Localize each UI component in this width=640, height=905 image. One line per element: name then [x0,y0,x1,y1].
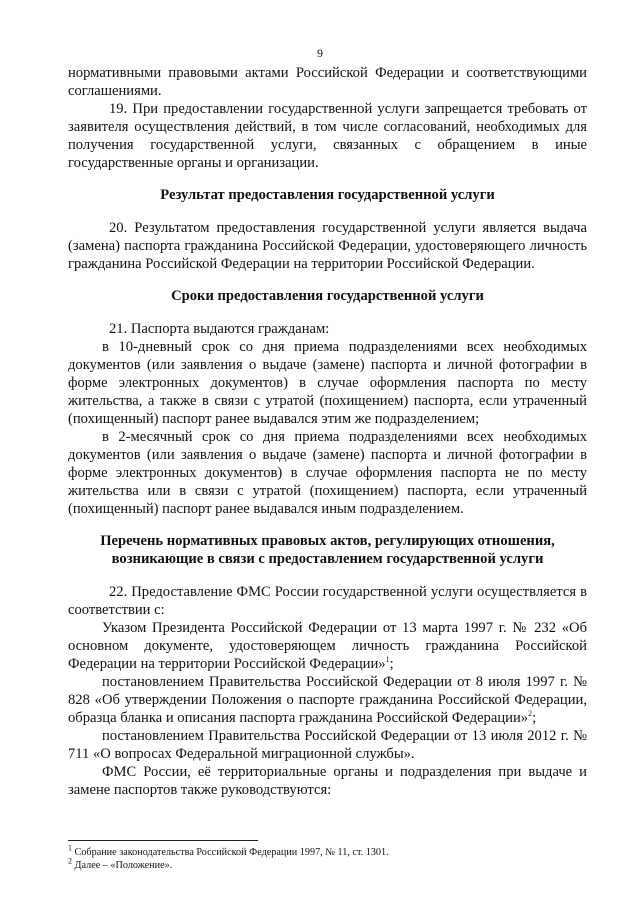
document-body [68,64,587,799]
footnote-2: $^2$ Далее – «Положение». [68,856,173,871]
paragraph-19: 19. При предоставлении государственной услуги запрещается требовать от заявителя осуществления действий, в том числе согласований, необходимых для получения государственной услуги, связанных с обращением в иные государственные органы и организации. [68,101,587,171]
footnote-1: $^1$ Собрание законодательства Российской Федерации 1997, № 11, ст. 1301. [68,843,389,858]
page-number: 9 [317,46,323,60]
paragraph-22-fms-guidance: ФМС России, её территориальные органы и подразделения при выдаче и замене паспортов также руководствуются: [68,764,587,798]
footnote-separator [68,840,258,841]
decree-text: Указом Президента Российской Федерации от 13 марта 1997 г. № 232 «Об основном документе, удостоверяющем личность гражданина Российской Федерации на территории Российской Федерации» [68,620,587,672]
paragraph-21-item-a: в 10-дневный срок со дня приема подразделениями всех необходимых документов (или заявления о выдаче (замене) паспорта и личной фотографии в форме электронных документов) в случае оформления паспорта по месту жительства, а также в связи с утратой (похищением) паспорта, если утраченный (похищенный) паспорт ранее выдавался этим же подразделением; [68,339,587,427]
resolution-828-text: постановлением Правительства Российской Федерации от 8 июля 1997 г. № 828 «Об утверждении Положения о паспорте гражданина Российской Федерации, образца бланка и описания паспорта гражданина Российской Федерации» [68,674,587,726]
paragraph-21-item-b: в 2-месячный срок со дня приема подразделениями всех необходимых документов (или заявления о выдаче (замене) паспорта и личной фотографии в форме электронных документов) в случае оформления паспорта не по месту жительства или в связи с утратой (похищением) паспорта, если утраченный (похищенный) паспорт ранее выдавался иным подразделением. [68,429,587,517]
paragraph-21: 21. Паспорта выдаются гражданам: [109,321,330,337]
footnotes [68,843,587,872]
section-heading-result: Результат предоставления государственной услуги [160,187,495,203]
paragraph-22-resolution-711: постановлением Правительства Российской Федерации от 13 июля 2012 г. № 711 «О вопросах Федеральной миграционной службы». [68,728,587,762]
section-heading-legal-acts-line2: возникающие в связи с предоставлением государственной услуги [111,551,544,567]
footnote-ref-1: 1 [385,655,390,665]
paragraph-20: 20. Результатом предоставления государственной услуги является выдача (замена) паспорта гражданина Российской Федерации, удостоверяющего личность гражданина Российской Федерации на территории Российской Федерации. [68,220,587,272]
paragraph-continuation: нормативными правовыми актами Российской Федерации и соответствующими соглашениями. [68,65,587,99]
footnote-ref-2: 2 [528,709,533,719]
paragraph-22: 22. Предоставление ФМС России государственной услуги осуществляется в соответствии с: [68,584,587,618]
paragraph-22-decree: Указом Президента Российской Федерации от 13 марта 1997 г. № 232 «Об основном документе, удостоверяющем личность гражданина Российской Федерации на территории Российской Федерации»$^1$; [68,620,587,672]
paragraph-22-resolution-828: постановлением Правительства Российской Федерации от 8 июля 1997 г. № 828 «Об утверждении Положения о паспорте гражданина Российской Федерации, образца бланка и описания паспорта гражданина Российской Федерации»$^2$; [68,674,587,726]
section-heading-terms: Сроки предоставления государственной услуги [171,288,484,304]
section-heading-legal-acts-line1: Перечень нормативных правовых актов, регулирующих отношения, [100,533,555,549]
